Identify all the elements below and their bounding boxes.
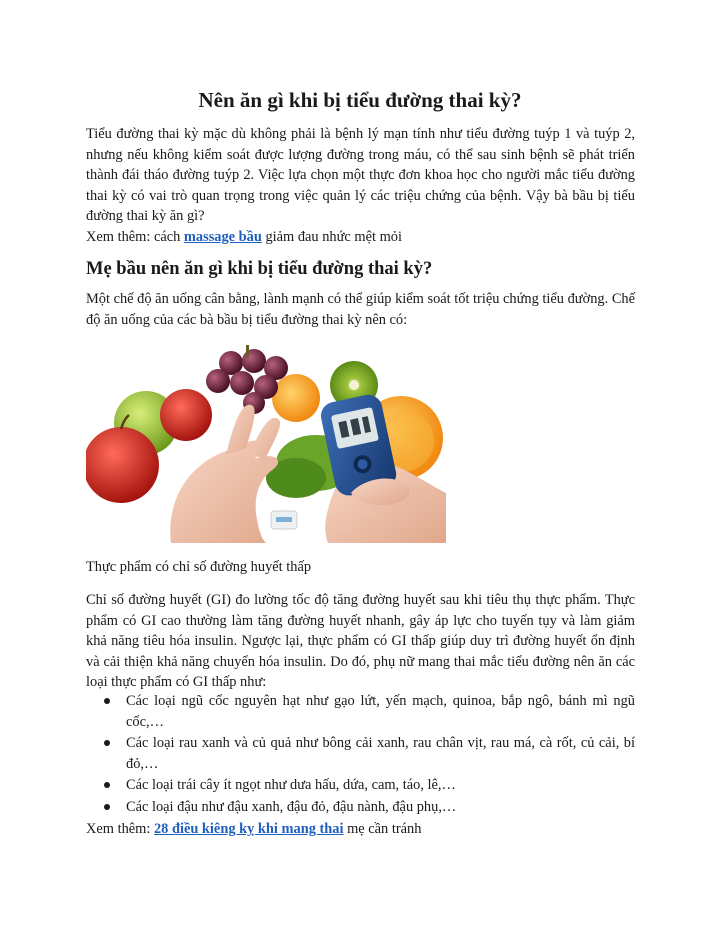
see-also-prefix: Xem thêm: cách	[86, 229, 184, 245]
see-also-suffix: mẹ cần tránh	[343, 821, 422, 837]
fruit-glucose-meter-photo	[86, 343, 446, 543]
bullet-icon	[104, 698, 110, 704]
kieng-ky-link[interactable]: 28 điều kiêng kỵ khi mang thai	[153, 821, 344, 837]
bullet-icon	[104, 740, 110, 746]
list-item-text: Các loại đậu như đậu xanh, đậu đỏ, đậu nành, đậu phụ,…	[126, 798, 457, 815]
bullet-icon	[104, 804, 110, 810]
page-title: Nên ăn gì khi bị tiểu đường thai kỳ?	[198, 88, 522, 112]
photo-illustration	[86, 343, 446, 543]
bullet-icon	[104, 782, 110, 788]
gi-paragraph: Chỉ số đường huyết (GI) đo lường tốc độ tăng đường huyết sau khi tiêu thụ thực phẩm. Thực phẩm có GI cao thường làm tăng đường huyết nhanh, gây áp lực cho tuyến tụy và làm giảm khả năng tiêu hóa insulin. Ngược lại, thực phẩm có GI thấp giúp duy trì đường huyết ổn định và cải thiện khả năng chuyển hóa insulin. Do đó, phụ nữ mang thai mắc tiểu đường nên ăn các loại thực phẩm có GI thấp như:	[86, 592, 635, 690]
see-also-taboos	[86, 819, 635, 840]
list-item	[86, 775, 635, 796]
image-caption: Thực phẩm có chỉ số đường huyết thấp	[86, 559, 312, 575]
see-also-suffix: giảm đau nhức mệt mỏi	[261, 229, 402, 245]
list-item	[86, 733, 635, 774]
see-also-prefix: Xem thêm:	[86, 821, 154, 837]
section-heading: Mẹ bầu nên ăn gì khi bị tiểu đường thai kỳ?	[86, 259, 433, 279]
intro-paragraph: Tiểu đường thai kỳ mặc dù không phải là bệnh lý mạn tính như tiểu đường tuýp 1 và tuýp 2, nhưng nếu không kiểm soát được lượng đường trong máu, có thể sau sinh bệnh sẽ phát triển thành đái tháo đường tuýp 2. Việc lựa chọn một thực đơn khoa học cho người mắc tiểu đường thai kỳ có vai trò quan trọng trong việc quản lý các triệu chứng của bệnh. Vậy bà bầu bị tiểu đường thai kỳ ăn gì?	[86, 126, 635, 224]
list-item-text: Các loại trái cây ít ngọt như dưa hấu, dứa, cam, táo, lê,…	[126, 777, 456, 793]
food-list	[86, 691, 635, 818]
list-item-text: Các loại ngũ cốc nguyên hạt như gạo lứt, yến mạch, quinoa, bắp ngô, bánh mì ngũ cốc,…	[126, 693, 635, 730]
list-item	[86, 797, 635, 818]
list-item	[86, 691, 635, 732]
diet-intro-paragraph: Một chế độ ăn uống cân bằng, lành mạnh có thể giúp kiểm soát tốt triệu chứng tiểu đường. Chế độ ăn uống của các bà bầu bị tiểu đường thai kỳ nên có:	[86, 291, 635, 328]
massage-bau-link[interactable]: massage bầu	[183, 229, 262, 245]
see-also-massage	[86, 227, 635, 248]
list-item-text: Các loại rau xanh và củ quả như bông cải xanh, rau chân vịt, rau má, cà rốt, củ cải, bí đỏ,…	[126, 735, 635, 772]
